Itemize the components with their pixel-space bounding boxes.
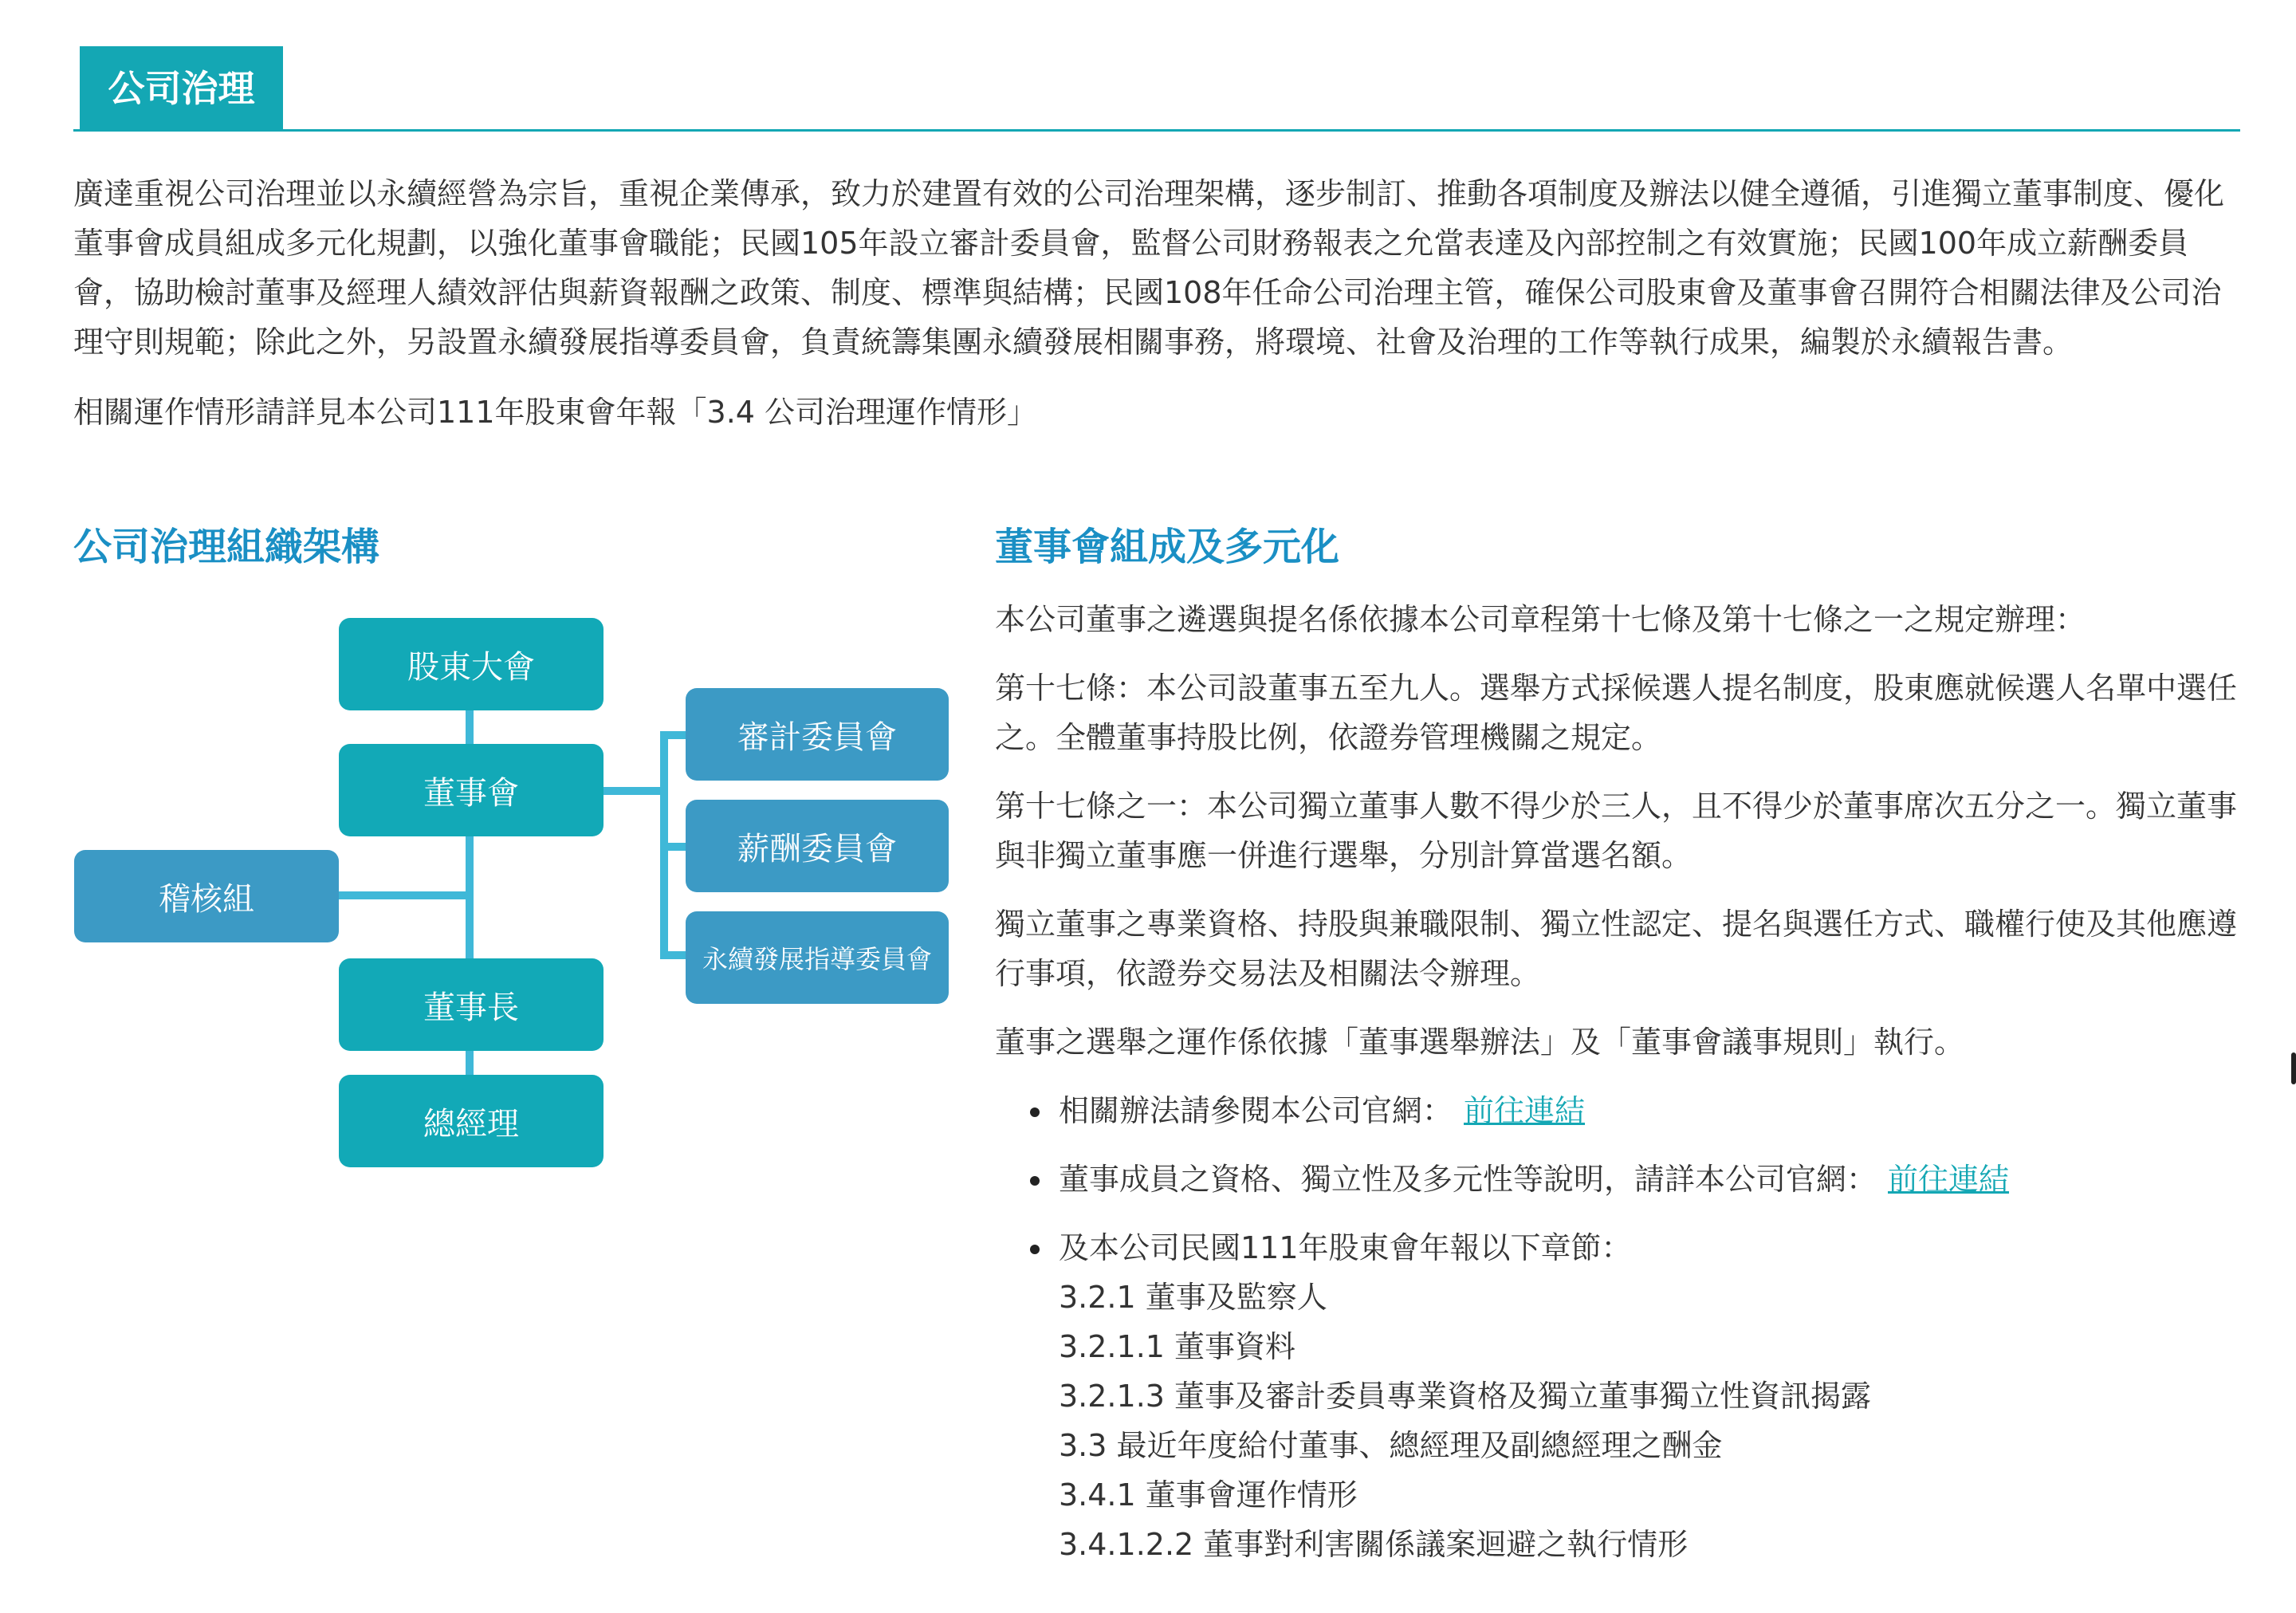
node-remuneration-committee: 薪酬委員會 [686, 800, 949, 892]
org-chart [0, 0, 973, 1613]
list-item [995, 1223, 2242, 1569]
chapter-item: 3.2.1.1 董事資料 [1059, 1329, 1296, 1364]
node-sustainability-committee: 永續發展指導委員會 [686, 911, 949, 1004]
node-chairman: 董事長 [339, 958, 603, 1051]
chapter-item: 3.2.1 董事及監察人 [1059, 1280, 1327, 1315]
reference-list [995, 1086, 2242, 1569]
chapter-item: 3.4.1.2.2 董事對利害關係議案迴避之執行情形 [1059, 1527, 1689, 1562]
node-president: 總經理 [339, 1075, 603, 1167]
chapter-item: 3.2.1.3 董事及審計委員專業資格及獨立董事獨立性資訊揭露 [1059, 1379, 1872, 1414]
article-17-1-paragraph: 第十七條之一：本公司獨立董事人數不得少於三人，且不得少於董事席次五分之一。獨立董事與非獨立董事應一併進行選舉，分別計算當選名額。 [995, 789, 2238, 873]
connector-sustainability-committee [660, 951, 686, 959]
section-title: 公司治理 [80, 46, 283, 131]
article-17-paragraph: 第十七條：本公司設董事五至九人。選舉方式採候選人提名制度，股東應就候選人名單中選任之。全體董事持股比例，依證券管理機關之規定。 [995, 671, 2238, 755]
org-chart-title: 公司治理組織架構 [73, 525, 380, 569]
regulations-link[interactable]: 前往連結 [1464, 1093, 1586, 1128]
intro-paragraph: 廣達重視公司治理並以永續經營為宗旨，重視企業傳承，致力於建置有效的公司治理架構，逐步制訂、推動各項制度及辦法以健全遵循，引進獨立董事制度、優化董事會成員組成多元化規劃，以強化董事會職能；民國105年設立審計委員會，監督公司財務報表之允當表達及內部控制之有效實施；民國100年成立薪酬委員會，協助檢討董事及經理人績效評估與薪資報酬之政策、制度、標準與結構；民國108年任命公司治理主管，確保公司股東會及董事會召開符合相關法律及公司治理守則規範；除此之外，另設置永續發展指導委員會，負責統籌集團永續發展相關事務，將環境、社會及治理的工作等執行成果，編製於永續報告書。 [73, 176, 2225, 360]
list-item [995, 1086, 2242, 1135]
scrollbar-edge[interactable] [2291, 1052, 2296, 1084]
election-rules-paragraph: 董事之選舉之運作係依據「董事選舉辦法」及「董事會議事規則」執行。 [995, 1025, 1965, 1060]
independent-director-paragraph: 獨立董事之專業資格、持股與兼職限制、獨立性認定、提名與選任方式、職權行使及其他應遵行事項，依證券交易法及相關法令辦理。 [995, 907, 2238, 991]
director-info-link[interactable]: 前往連結 [1888, 1162, 2010, 1197]
list-item-text: 董事成員之資格、獨立性及多元性等說明，請詳本公司官網： [1059, 1162, 1877, 1197]
node-shareholders-meeting: 股東大會 [339, 618, 603, 710]
chapter-item: 3.3 最近年度給付董事、總經理及副總經理之酬金 [1059, 1428, 1723, 1463]
node-board-of-directors: 董事會 [339, 744, 603, 836]
annual-report-note: 相關運作情形請詳見本公司111年股東會年報「3.4 公司治理運作情形」 [73, 395, 1038, 430]
board-selection-paragraph: 本公司董事之遴選與提名係依據本公司章程第十七條及第十七條之一之規定辦理： [995, 602, 2086, 637]
connector-audit-committee [660, 731, 686, 739]
list-item-text: 及本公司民國111年股東會年報以下章節： [1059, 1230, 1632, 1265]
node-audit-team: 稽核組 [74, 850, 339, 942]
connector-audit-team [338, 891, 470, 899]
connector-remuneration-committee [660, 843, 686, 851]
board-composition-title: 董事會組成及多元化 [995, 525, 1340, 569]
chapter-item: 3.4.1 董事會運作情形 [1059, 1477, 1358, 1513]
connector-board-committees [603, 787, 668, 795]
list-item [995, 1155, 2242, 1204]
board-composition-content [995, 595, 2242, 1588]
node-audit-committee: 審計委員會 [686, 688, 949, 781]
list-item-text: 相關辦法請參閱本公司官網： [1059, 1093, 1453, 1128]
